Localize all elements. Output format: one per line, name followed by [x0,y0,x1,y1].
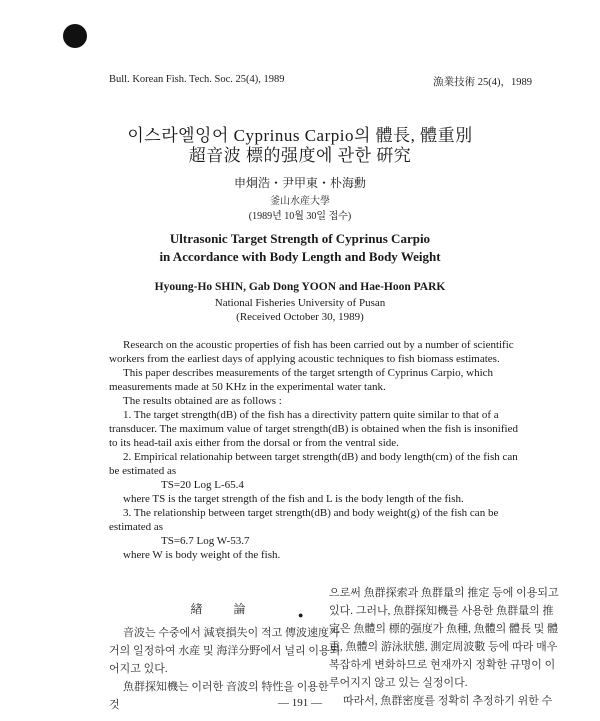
journal-citation-left: Bull. Korean Fish. Tech. Soc. 25(4), 1989 [109,74,285,85]
abstract [109,338,519,562]
korean-affiliation: 釜山水産大學 [270,196,330,207]
intro-paragraph: 音波는 수중에서 減衰損失이 적고 傳波速度가 거의 일정하여 水産 및 海洋分野에서 널리 이용되어지고 있다. [109,627,341,675]
abstract-paragraph: The results obtained are as follows : [123,395,282,407]
footnote-mark: ● [298,610,304,620]
binder-hole [63,24,87,48]
english-authors: Hyoung-Ho SHIN, Gab Dong YOON and Hae-Hoon PARK [154,281,446,293]
abstract-paragraph: Research on the acoustic properties of fish has been carried out by a number of scientific workers from the earliest days of applying acoustic techniques to fish biomass estimates. [109,339,514,365]
right-column [329,584,561,710]
abstract-paragraph: This paper describes measurements of the target srtength of Cyprinus Carpio, which measurements made at 50 KHz in the experimental water tank. [109,367,494,393]
page-number: — 191 — [278,697,322,709]
intro-paragraph: 魚群探知機는 이러한 音波의 特性을 이용한 것 [109,681,329,711]
abstract-paragraph: where TS is the target strength of the fish and L is the body length of the fish. [123,493,464,505]
abstract-paragraph: where W is body weight of the fish. [123,549,281,561]
english-received-date: (Received October 30, 1989) [236,311,364,323]
abstract-result-2: 2. Empirical relationahip between target strength(dB) and body length(cm) of the fish can be estimated as [109,451,518,477]
english-affiliation: National Fisheries University of Pusan [214,297,386,309]
equation-length: TS=20 Log L-65.4 [161,479,244,491]
korean-received-date: (1989년 10월 30일 접수) [248,211,352,222]
abstract-result-1: 1. The target strength(dB) of the fish has a directivity pattern quite similar to that of a transducer. The maximum value of target strength(dB) is obtained when the fish is insonified to its head-tail axis either from the dorsal or from the ventral side. [109,409,518,449]
korean-title-line2: 超音波 標的强度에 관한 硏究 [188,146,412,165]
korean-authors: 申炯浩・尹甲東・朴海勳 [233,176,366,190]
abstract-result-3: 3. The relationship between target strength(dB) and body weight(g) of the fish can be estimated as [109,507,499,533]
english-title-line2: in Accordance with Body Length and Body Weight [159,249,441,264]
equation-weight: TS=6.7 Log W-53.7 [161,535,250,547]
intro-paragraph: 따라서, 魚群密度를 정확히 추정하기 위한 수 [343,695,553,707]
journal-citation-right: 漁業技術 25(4)，1989 [433,77,532,88]
english-title-line1: Ultrasonic Target Strength of Cyprinus Carpio [169,231,431,246]
korean-title-line1: 이스라엘잉어 Cyprinus Carpio의 體長, 體重別 [127,126,473,145]
intro-paragraph: 으로써 魚群探索과 魚群量의 推定 등에 이용되고 있다. 그러나, 魚群探知機를 사용한 魚群量의 推定은 魚體의 標的强度가 魚種, 魚體의 體長 및 體重, 魚體의 游泳狀態, 測定周波數 등에 따라 매우 복잡하게 변화하므로 현재까지 정확한 규명이 이루어지지 않고 있는 실정이다. [329,587,559,689]
section-heading-introduction: 緖 論 [190,602,260,616]
